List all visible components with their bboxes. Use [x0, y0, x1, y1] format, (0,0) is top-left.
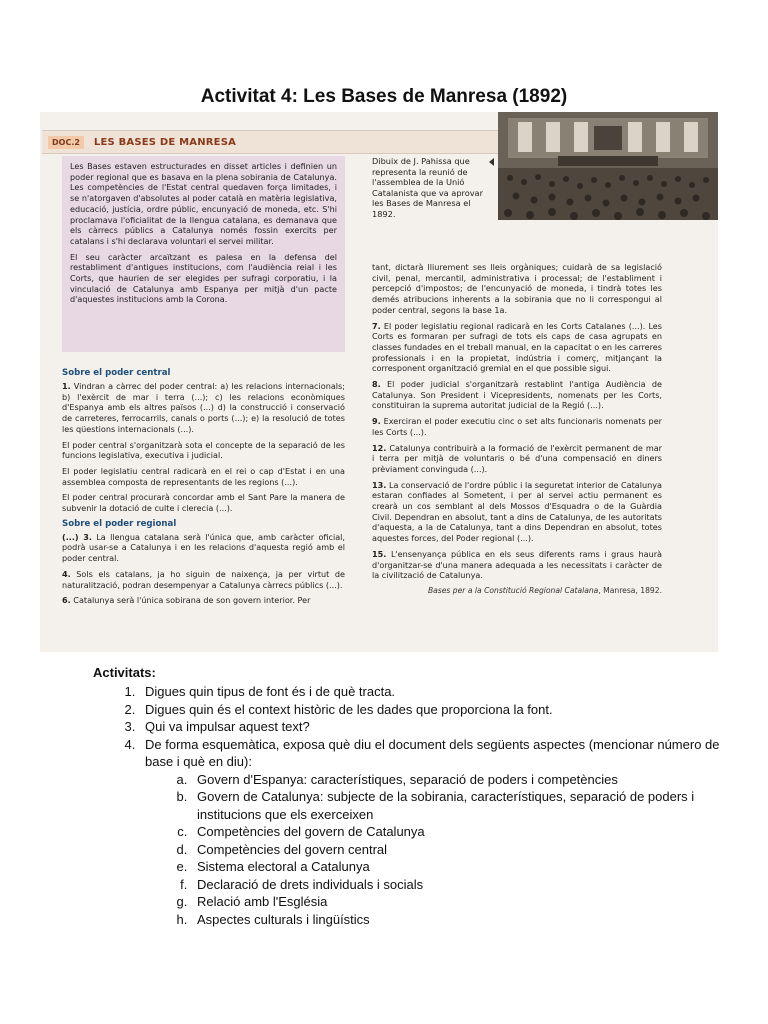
base-item: 12. Catalunya contribuirà a la formació de l'exèrcit permanent de mar i terra per mitjà de voluntaris o bé d'una compensació en diners prèviament convinguda (...). — [372, 442, 662, 474]
activity-item: 2. Digues quin és el context històric de les dades que proporciona la font. — [139, 701, 739, 719]
activities-heading: Activitats: — [93, 665, 156, 680]
activity-subitem: d. Competències del govern central — [191, 841, 739, 859]
page-title: Activitat 4: Les Bases de Manresa (1892) — [200, 86, 568, 107]
activities-list — [96, 683, 739, 928]
illustration-caption: Dibuix de J. Pahissa que representa la reunió de l'assemblea de la Unió Catalanista que va aprovar les Bases de Manresa el 1892. — [372, 156, 483, 219]
activity-subitem: h. Aspectes culturals i lingüístics — [191, 911, 739, 929]
source-citation: Bases per a la Constitució Regional Catalana, Manresa, 1892. — [427, 585, 662, 595]
base-item: El poder legislatiu central radicarà en el rei o cap d'Estat i en una assemblea composta de representants de les regions (...). — [62, 465, 345, 487]
intro-box — [62, 156, 345, 352]
base-item: 7. El poder legislatiu regional radicarà en les Corts Catalanes (...). Les Corts es formaran per sufragi de tots els caps de casa agrupats en classes fundades en el treball manual, en la capacitat o en les carreres professionals i en la propietat, indústria i comerç, mitjançant la corresponent organització gremial en el que possible sigui. — [372, 320, 663, 374]
doc-header — [42, 130, 500, 154]
left-column — [62, 368, 345, 611]
base-item: 15. L'ensenyança pública en els seus diferents rams i graus haurà d'organitzar-se d'una manera adequada a les necessitats i caràcter de la civilització de Catalunya. — [372, 548, 662, 581]
activity-subitem: f. Declaració de drets individuals i socials — [191, 876, 739, 894]
activity-item: 4. De forma esquemàtica, exposa què diu el document dels següents aspectes (mencionar número de base i què en diu): a. Govern d'Espanya: característiques, separació de poders i competències b. Govern de Catalunya: subjecte de la sobirania, característiques, separació de poders i institucions que els exerceixen c. Competències del govern de Catalunya d. Competències del govern central e. Sistema electoral a Catalunya f. Declaració de drets individuals i socials g. Relació amb l'Església h. Aspectes culturals i lingüístics — [139, 736, 739, 929]
base-item: (...) 3. La llengua catalana serà l'única que, amb caràcter oficial, podrà usar-se a Catalunya i en les relacions d'aquesta regió amb el poder central. — [62, 531, 345, 564]
base-item: 9. Exerciran el poder executiu cinc o set alts funcionaris nomenats per les Corts (...). — [372, 416, 662, 437]
base-item: 6. Catalunya serà l'única sobirana de son govern interior. Per — [62, 595, 311, 606]
activity-subitem: c. Competències del govern de Catalunya — [191, 823, 739, 841]
intro-paragraph: Les Bases estaven estructurades en disset articles i definien un poder regional que es basava en la plena sobirania de Catalunya. Les competències de l'Estat central quedaven força limitades, i se n'atorgaven d'absolutes al poder català en matèria legislativa, educació, justícia, ordre públic, encunyació de moneda, etc. S'hi proclamava l'oficialitat de la llengua catalana, es demanava que els càrrecs públics a Catalunya només fossin exercits per catalans i s'hi declarava voluntari el servei militar. — [70, 161, 337, 246]
activity-subitem: a. Govern d'Espanya: característiques, separació de poders i competències — [191, 771, 739, 789]
base-item: 1. Vindran a càrrec del poder central: a) les relacions internacionals; b) l'exèrcit de mar i terra (...); c) les relacions econòmiques d'Espanya amb els altres països (...) d) la construcció i conservació de carreteres, ferrocarrils, canals o ports (...); e) la resolució de totes les qüestions internacionals (...). — [62, 381, 345, 434]
section-heading-regional: Sobre el poder regional — [62, 518, 177, 529]
document-scan — [40, 112, 718, 652]
doc-heading: LES BASES DE MANRESA — [93, 136, 237, 148]
section-heading-central: Sobre el poder central — [62, 368, 171, 378]
doc-tag: DOC.2 — [48, 136, 84, 149]
right-column — [372, 262, 662, 595]
activity-subitem: e. Sistema electoral a Catalunya — [191, 858, 739, 876]
base-item: El poder central procurarà concordar amb el Sant Pare la manera de subvenir la dotació de culte i clerecia (...). — [62, 492, 345, 514]
base-item: 8. El poder judicial s'organitzarà restablint l'antiga Audiència de Catalunya. Son President i Vicepresidents, nomenats per les Corts, constituiran la suprema autoritat judicial de la Regió (...). — [372, 379, 662, 411]
activity-subitems — [145, 771, 739, 929]
activity-subitem: g. Relació amb l'Església — [191, 893, 739, 911]
base-item: 13. La conservació de l'ordre públic i la seguretat interior de Catalunya estaran confiades al Sometent, i per al servei actiu permanent es crearà un cos semblant al dels Mossos d'Esquadra o de la Guàrdia Civil. Dependran en absolut, tant a dins de Catalunya, de les autoritats d'aquesta, a la de Catalunya, tant a dins Dependran en absolut, totes aquestes forces, del Poder regional (...). — [372, 479, 662, 544]
base-item: tant, dictarà lliurement ses lleis orgàniques; cuidarà de sa legislació civil, penal, mercantil, administrativa i processal; de l'establiment i percepció d'impostos; de l'encunyació de moneda, i tindrà totes les demés atribucions inherents a la sobirania que no li correspongui al poder central, segons la base 1a. — [372, 262, 662, 315]
activity-item: 1. Digues quin tipus de font és i de què tracta. — [139, 683, 739, 701]
caption-arrow-icon — [489, 158, 494, 166]
intro-paragraph: El seu caràcter arcaïtzant es palesa en la defensa del restabliment d'antigues institucions, com l'audiència reial i les Corts, que haurien de ser elegides per sufragi corporatiu, i la vinculació de Catalunya amb Espanya per mitjà d'un pacte d'aquestes institucions amb la Corona. — [70, 251, 337, 305]
assembly-illustration — [498, 112, 718, 220]
activity-subitem: b. Govern de Catalunya: subjecte de la sobirania, característiques, separació de poders i institucions que els exerceixen — [191, 788, 739, 823]
base-item: El poder central s'organitzarà sota el concepte de la separació de les funcions legislativa, executiva i judicial. — [62, 439, 345, 461]
activity-item: 3. Qui va impulsar aquest text? — [139, 718, 739, 736]
base-item: 4. Sols els catalans, ja ho siguin de naixença, ja per virtut de naturalització, podran desempenyar a Catalunya càrrecs públics (...). — [62, 568, 345, 590]
